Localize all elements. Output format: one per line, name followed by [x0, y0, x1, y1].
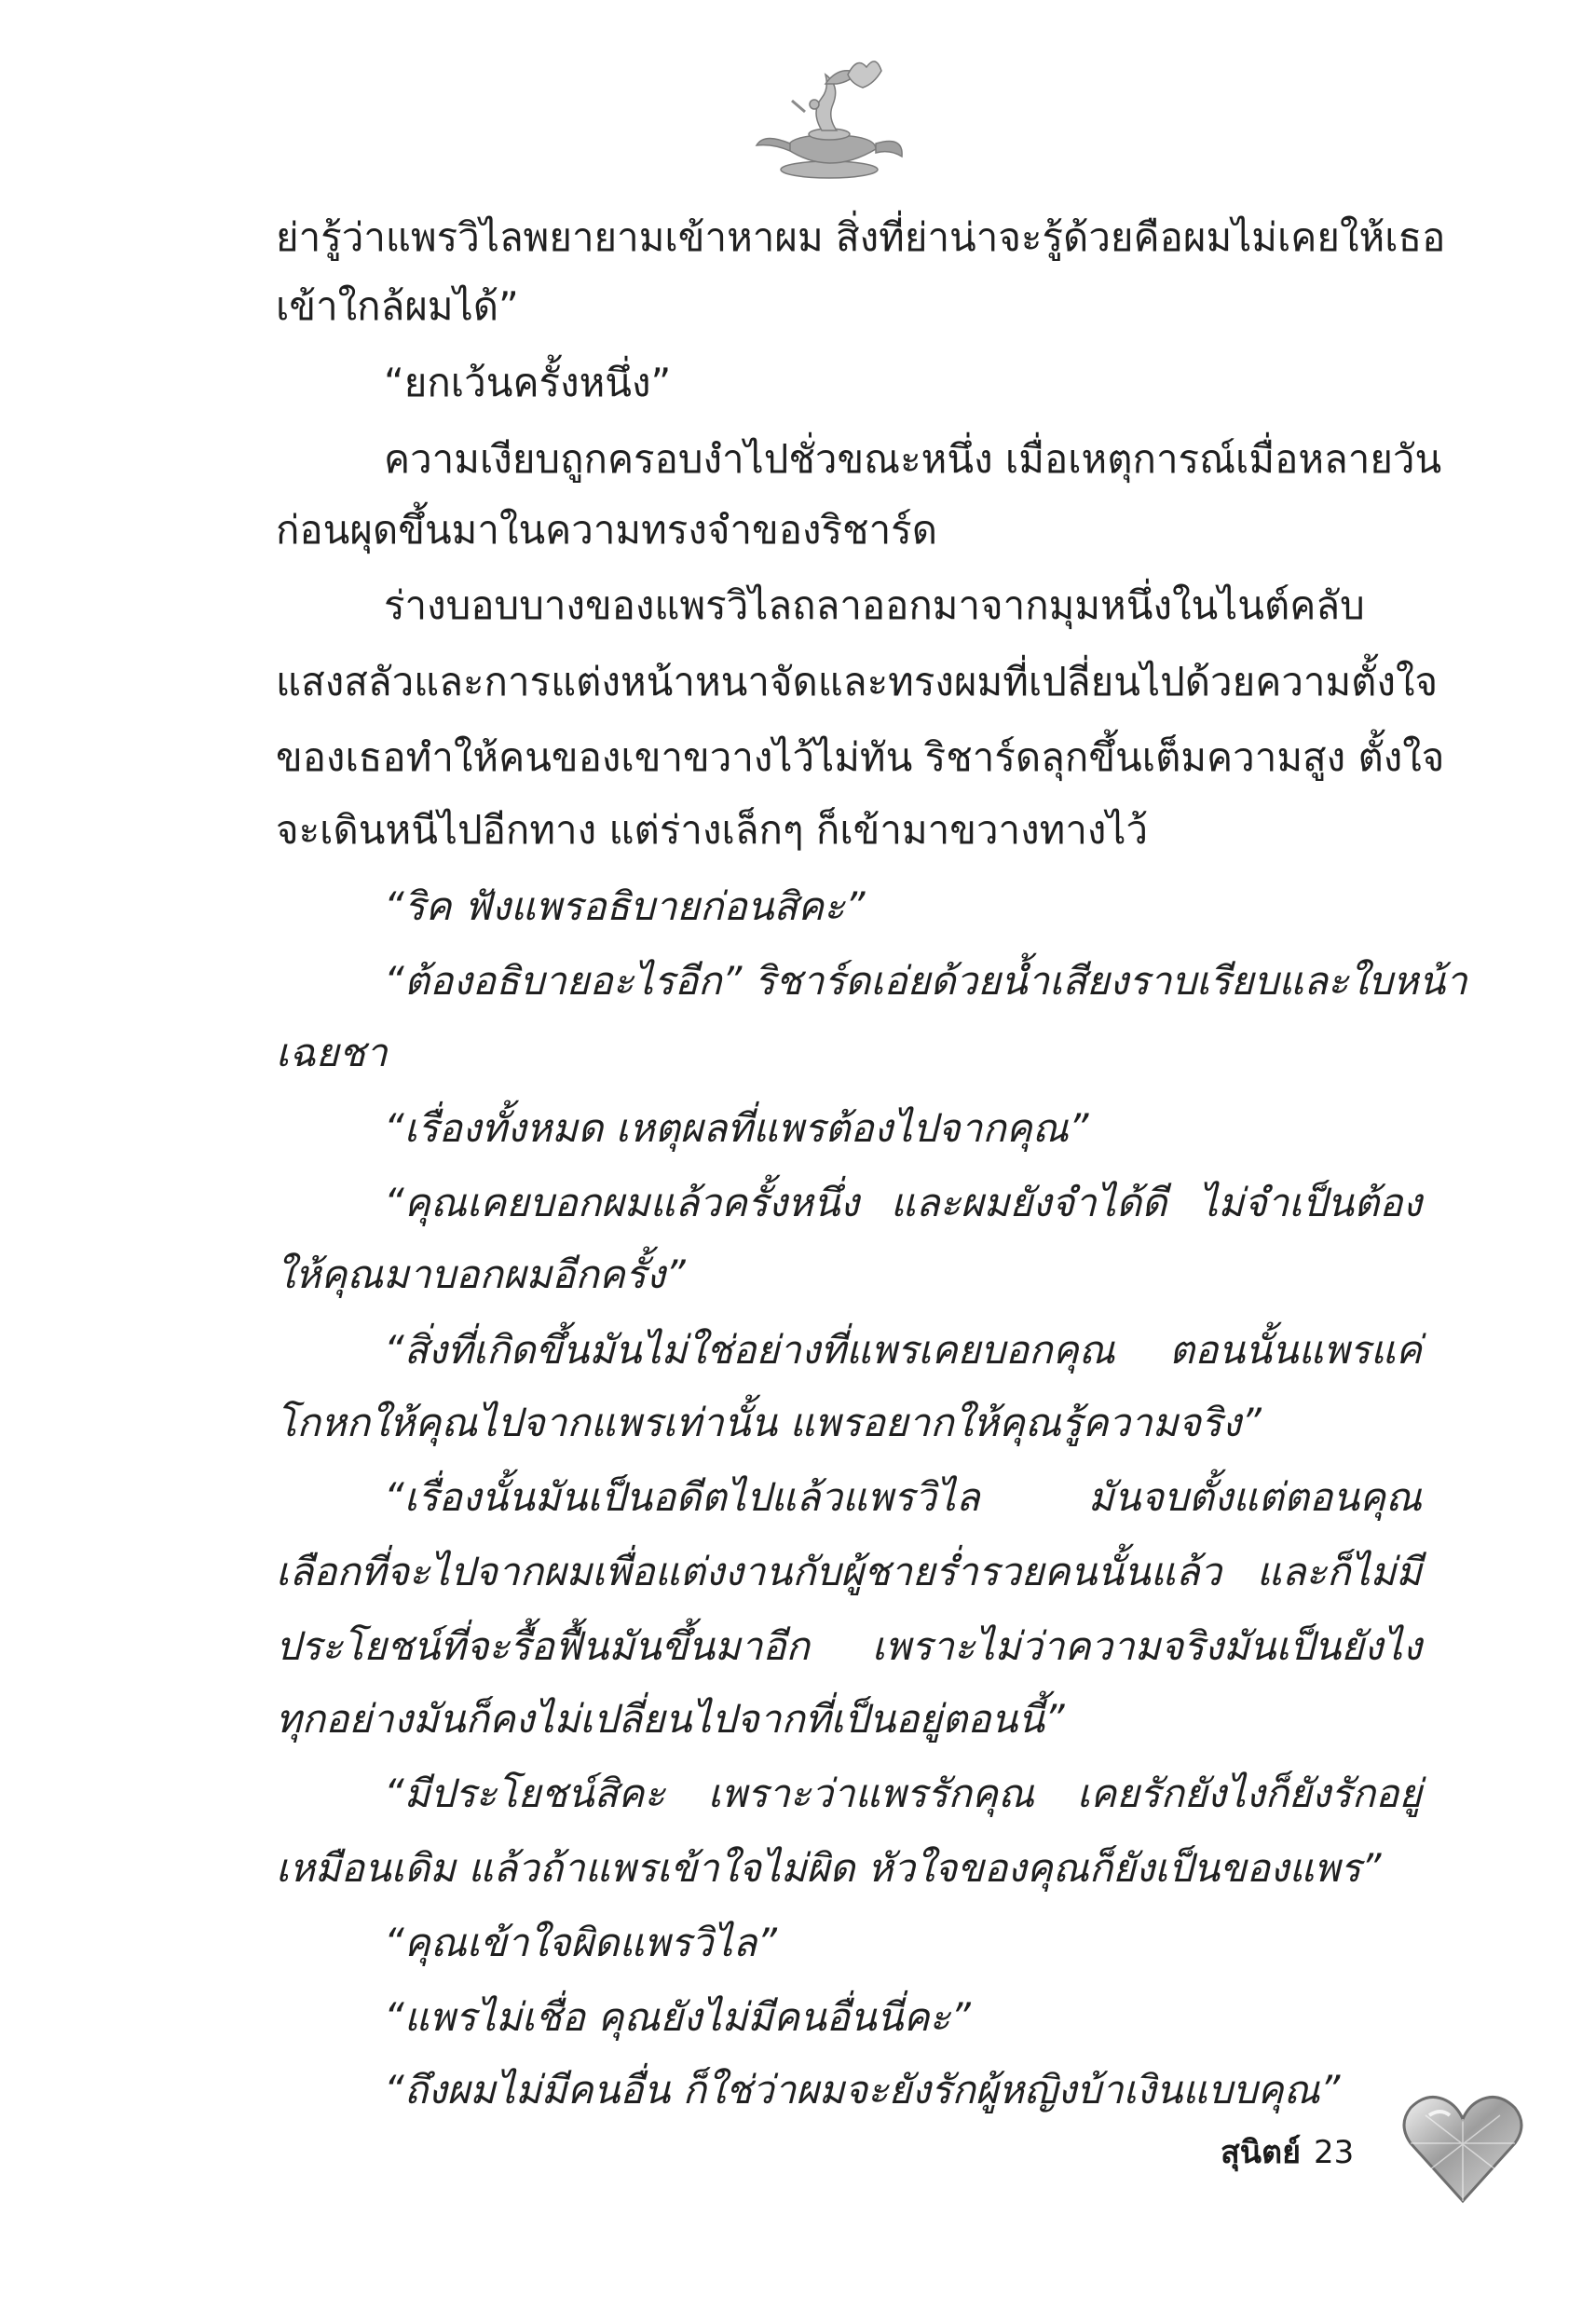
text-line: ของเธอทำให้คนของเขาขวางไว้ไม่ทัน ริชาร์ดลุกขึ้นเต็มความสูง ตั้งใจ — [276, 734, 1445, 780]
text-line: แสงสลัวและการแต่งหน้าหนาจัดและทรงผมที่เปลี่ยนไปด้วยความตั้งใจ — [276, 659, 1439, 704]
text-line: เข้าใกล้ผมได้” — [276, 283, 519, 329]
text-line: “สิ่งที่เกิดขึ้นมันไม่ใช่อย่างที่แพรเคยบอกคุณ ตอนนั้นแพรแค่ — [384, 1327, 1422, 1373]
text-line: จะเดินหนีไปอีกทาง แต่ร่างเล็กๆ ก็เข้ามาขวางทางไว้ — [276, 807, 1149, 853]
text-line: “เรื่องนั้นมันเป็นอดีตไปแล้วแพรวิไล มันจบตั้งแต่ตอนคุณ — [384, 1474, 1422, 1520]
text-line: โกหกให้คุณไปจากแพรเท่านั้น แพรอยากให้คุณรู้ความจริง” — [276, 1400, 1262, 1445]
text-line: “ยกเว้นครั้งหนึ่ง” — [384, 360, 672, 405]
text-line: “ถึงผมไม่มีคนอื่น ก็ใช่ว่าผมจะยังรักผู้หญิงบ้าเงินแบบคุณ” — [384, 2067, 1341, 2113]
text-line: “ต้องอธิบายอะไรอีก” ริชาร์ดเอ่ยด้วยน้ำเสียงราบเรียบและใบหน้า — [384, 958, 1467, 1004]
text-line: ความเงียบถูกครอบงำไปชั่วขณะหนึ่ง เมื่อเหตุการณ์เมื่อหลายวัน — [384, 436, 1442, 482]
text-line: เลือกที่จะไปจากผมเพื่อแต่งงานกับผู้ชายร่ำรวยคนนั้นแล้ว และก็ไม่มี — [276, 1549, 1422, 1594]
text-line: “คุณเข้าใจผิดแพรวิไล” — [384, 1920, 777, 1965]
text-line: ทุกอย่างมันก็คงไม่เปลี่ยนไปจากที่เป็นอยู่ตอนนี้” — [276, 1696, 1065, 1742]
footer-author: สุนิตย์ — [1221, 2134, 1301, 2171]
text-line: เหมือนเดิม แล้วถ้าแพรเข้าใจไม่ผิด หัวใจของคุณก็ยังเป็นของแพร” — [276, 1845, 1382, 1891]
text-line: “มีประโยชน์สิคะ เพราะว่าแพรรักคุณ เคยรักยังไงก็ยังรักอยู่ — [384, 1771, 1422, 1816]
text-line: ย่ารู้ว่าแพรวิไลพยายามเข้าหาผม สิ่งที่ย่าน่าจะรู้ด้วยคือผมไม่เคยให้เธอ — [276, 214, 1446, 260]
text-line: ให้คุณมาบอกผมอีกครั้ง” — [276, 1251, 686, 1297]
text-line: “เรื่องทั้งหมด เหตุผลที่แพรต้องไปจากคุณ” — [384, 1105, 1089, 1151]
text-line: ก่อนผุดขึ้นมาในความทรงจำของริชาร์ด — [276, 507, 937, 553]
text-line: “คุณเคยบอกผมแล้วครั้งหนึ่ง และผมยังจำได้ดี ไม่จำเป็นต้อง — [384, 1180, 1422, 1225]
crystal-heart-icon — [1398, 2087, 1528, 2208]
page-footer — [1221, 2126, 1354, 2177]
text-line: “แพรไม่เชื่อ คุณยังไม่มีคนอื่นนี่คะ” — [384, 1994, 971, 2040]
text-line: ร่างบอบบางของแพรวิไลถลาออกมาจากมุมหนึ่งในไนต์คลับ — [384, 582, 1365, 628]
text-line: ประโยชน์ที่จะรื้อฟื้นมันขึ้นมาอีก เพราะไม่ว่าความจริงมันเป็นยังไง — [276, 1623, 1422, 1669]
text-line: “ริค ฟังแพรอธิบายก่อนสิคะ” — [384, 883, 866, 929]
genie-lamp-icon — [736, 47, 922, 186]
text-line: เฉยชา — [276, 1030, 388, 1075]
page-number: 23 — [1314, 2134, 1355, 2171]
